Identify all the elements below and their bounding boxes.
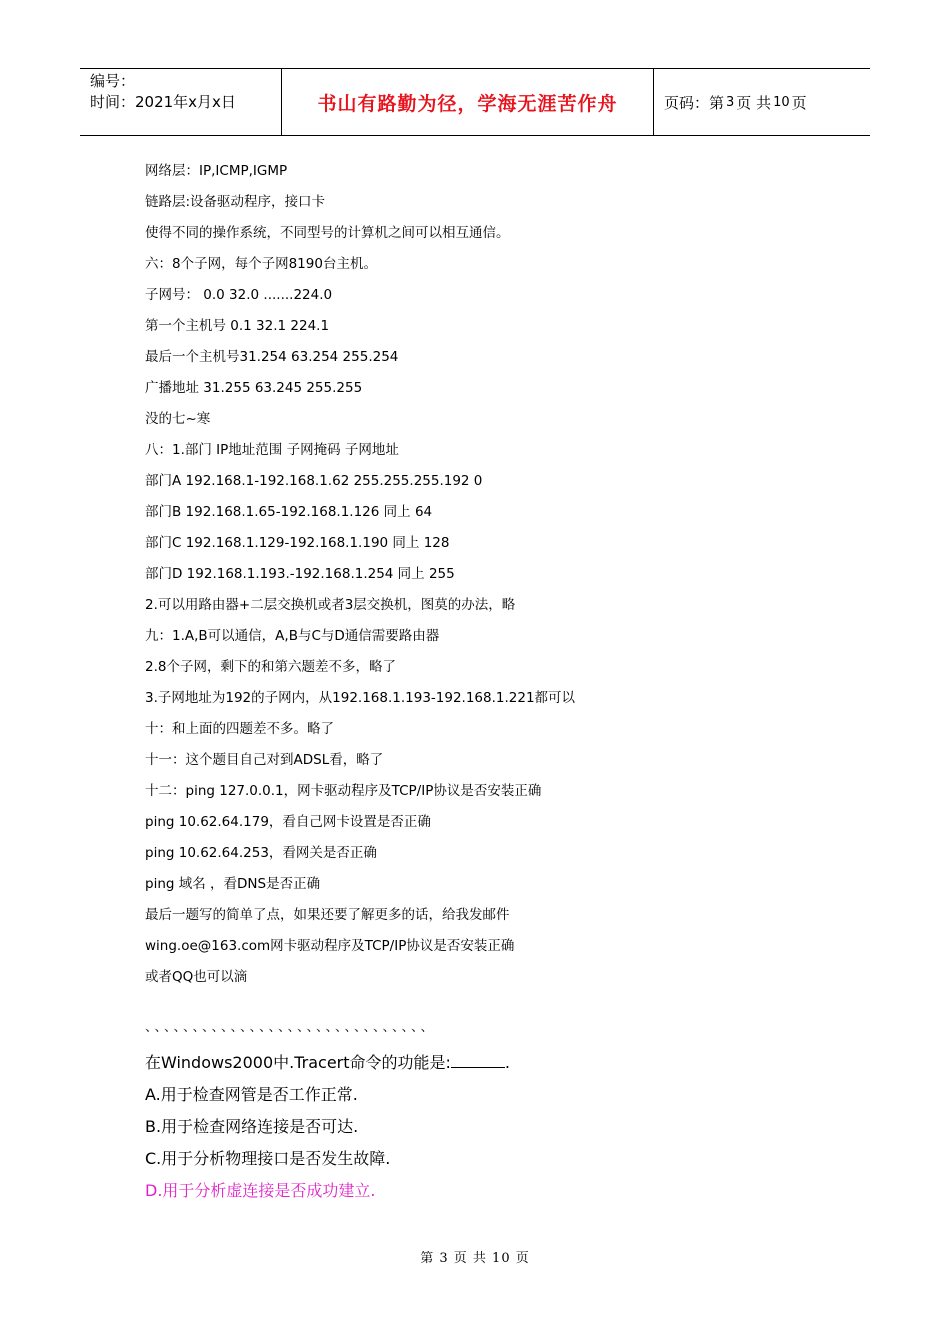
page-total: 10	[773, 94, 790, 110]
text-line: 十：和上面的四题差不多。略了	[145, 721, 334, 737]
text-line: 十一：这个题目自己对到ADSL看，略了	[145, 752, 384, 768]
text-line: ping 域名 ，看DNS是否正确	[145, 876, 321, 892]
page-footer: 第 3 页 共 10 页	[420, 1251, 530, 1266]
text-line: 2.可以用路由器+二层交换机或者3层交换机，图莫的办法，略	[145, 597, 516, 613]
text-line: 2.8个子网，剩下的和第六题差不多，略了	[145, 659, 396, 675]
answer-text	[145, 162, 845, 999]
page-current: 3	[726, 94, 735, 110]
text-line: 网络层：IP,ICMP,IGMP	[145, 163, 288, 179]
option-b: B.用于检查网络连接是否可达.	[145, 1117, 359, 1136]
text-line: ping 10.62.64.179，看自己网卡设置是否正确	[145, 814, 431, 830]
text-line: 3.子网地址为192的子网内，从192.168.1.193-192.168.1.221都可以	[145, 690, 576, 706]
page-header	[80, 68, 870, 136]
text-line: 子网号： 0.0 32.0 .......224.0	[145, 287, 333, 303]
question-stem	[145, 1052, 845, 1084]
text-line: 九：1.A,B可以通信，A,B与C与D通信需要路由器	[145, 628, 440, 644]
option-a: A.用于检查网管是否工作正常.	[145, 1085, 358, 1104]
page-prefix: 页码：第	[664, 93, 725, 112]
answer-blank	[451, 1052, 505, 1068]
text-line: 部门C 192.168.1.129-192.168.1.190 同上 128	[145, 535, 450, 551]
text-line: 十二：ping 127.0.0.1，网卡驱动程序及TCP/IP协议是否安装正确	[145, 783, 542, 799]
page-suffix: 页	[791, 93, 807, 112]
text-line: 六：8个子网，每个子网8190台主机。	[145, 256, 377, 272]
text-line: 广播地址 31.255 63.245 255.255	[145, 380, 363, 396]
text-line: 八：1.部门 IP地址范围 子网掩码 子网地址	[145, 442, 399, 458]
text-line: 最后一个主机号31.254 63.254 255.254	[145, 349, 399, 365]
text-line: 部门B 192.168.1.65-192.168.1.126 同上 64	[145, 504, 433, 520]
option-d-correct: D.用于分析虚连接是否成功建立.	[145, 1181, 376, 1200]
text-line: 链路层:设备驱动程序，接口卡	[145, 194, 326, 210]
text-line: 部门D 192.168.1.193.-192.168.1.254 同上 255	[145, 566, 455, 582]
text-line: 使得不同的操作系统，不同型号的计算机之间可以相互通信。	[145, 225, 510, 241]
separator-dots: 、、、、、、、、、、、、、、、、、、、、、、、、、、、、、、	[145, 1020, 437, 1035]
header-motto: 书山有路勤为径，学海无涯苦作舟	[282, 69, 654, 135]
number-label: 编号：	[90, 72, 136, 90]
page-mid: 页 共	[736, 93, 772, 112]
text-line: 部门A 192.168.1-192.168.1.62 255.255.255.192 0	[145, 473, 483, 489]
text-line: 第一个主机号 0.1 32.1 224.1	[145, 318, 330, 334]
text-line: wing.oe@163.com网卡驱动程序及TCP/IP协议是否安装正确	[145, 938, 515, 954]
header-page-number	[654, 69, 870, 135]
question-stem-end: .	[504, 1053, 511, 1072]
option-c: C.用于分析物理接口是否发生故障.	[145, 1149, 391, 1168]
text-line: ping 10.62.64.253，看网关是否正确	[145, 845, 377, 861]
text-line: 或者QQ也可以滴	[145, 969, 248, 985]
header-meta	[80, 69, 282, 135]
text-line: 最后一题写的简单了点，如果还要了解更多的话，给我发邮件	[145, 907, 510, 923]
question-stem-text: 在Windows2000中.Tracert命令的功能是:	[145, 1053, 451, 1072]
time-label: 时间：2021年x月x日	[90, 93, 236, 111]
text-line: 没的七~寒	[145, 411, 211, 427]
question-block	[145, 1052, 845, 1212]
